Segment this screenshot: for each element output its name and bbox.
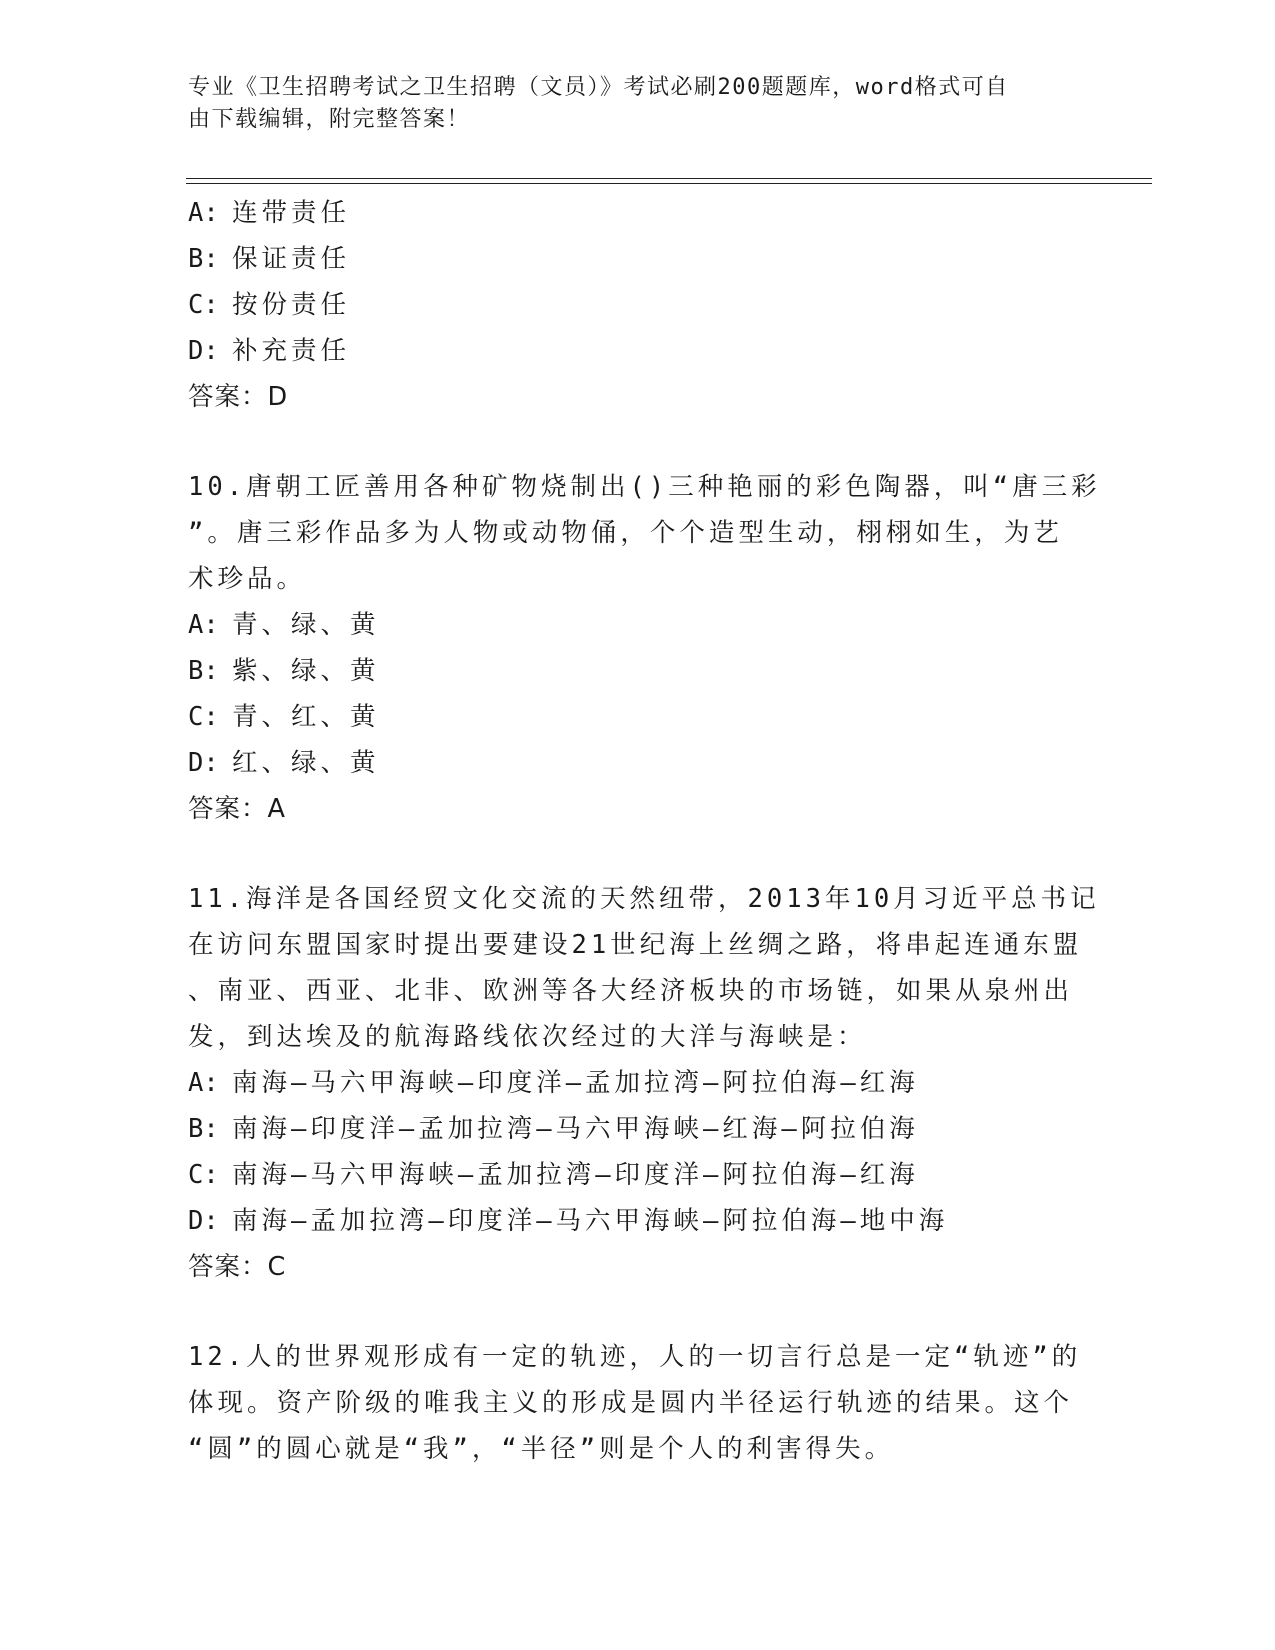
option-b: B: 紫、绿、黄 <box>188 656 380 686</box>
question-10-text-line: 10.唐朝工匠善用各种矿物烧制出()三种艳丽的彩色陶器，叫“唐三彩 <box>188 472 1101 502</box>
option-d: D: 南海—孟加拉湾—印度洋—马六甲海峡—阿拉伯海—地中海 <box>188 1206 949 1236</box>
option-d: D: 补充责任 <box>188 336 351 366</box>
question-11-answer: 答案：C <box>188 1252 287 1282</box>
question-10-text-line: ”。唐三彩作品多为人物或动物俑，个个造型生动，栩栩如生，为艺 <box>188 518 1063 548</box>
question-11-text-line: 11.海洋是各国经贸文化交流的天然纽带，2013年10月习近平总书记 <box>188 884 1100 914</box>
question-12-text-line: “圆”的圆心就是“我”，“半径”则是个人的利害得失。 <box>188 1434 895 1464</box>
question-11-text-line: 在访问东盟国家时提出要建设21世纪海上丝绸之路，将串起连通东盟 <box>188 930 1083 960</box>
question-12-text-line: 12.人的世界观形成有一定的轨迹，人的一切言行总是一定“轨迹”的 <box>188 1342 1082 1372</box>
option-c: C: 按份责任 <box>188 290 351 320</box>
question-10-answer: 答案：A <box>188 794 286 824</box>
question-11 <box>188 876 1100 1290</box>
question-content <box>188 190 1101 1472</box>
spacer <box>188 832 1088 876</box>
question-11-text-line: 发，到达埃及的航海路线依次经过的大洋与海峡是： <box>188 1022 867 1052</box>
option-a: A: 南海—马六甲海峡—印度洋—孟加拉湾—阿拉伯海—红海 <box>188 1068 919 1098</box>
spacer <box>188 1290 1088 1334</box>
question-12-text-line: 体现。资产阶级的唯我主义的形成是圆内半径运行轨迹的结果。这个 <box>188 1388 1074 1418</box>
option-c: C: 青、红、黄 <box>188 702 380 732</box>
document-header <box>188 72 1068 136</box>
option-b: B: 保证责任 <box>188 244 351 274</box>
header-line-1: 专业《卫生招聘考试之卫生招聘（文员）》考试必刷200题题库，word格式可自 <box>188 75 1009 100</box>
question-9-options <box>188 190 1088 420</box>
question-10-text-line: 术珍品。 <box>188 564 307 594</box>
header-line-2: 由下载编辑，附完整答案！ <box>188 107 471 132</box>
option-a: A: 青、绿、黄 <box>188 610 380 640</box>
question-11-text-line: 、南亚、西亚、北非、欧洲等各大经济板块的市场链，如果从泉州出 <box>188 976 1074 1006</box>
header-divider-top <box>186 178 1152 179</box>
header-divider-bottom <box>186 183 1152 184</box>
option-c: C: 南海—马六甲海峡—孟加拉湾—印度洋—阿拉伯海—红海 <box>188 1160 919 1190</box>
spacer <box>188 420 1088 464</box>
option-d: D: 红、绿、黄 <box>188 748 380 778</box>
option-b: B: 南海—印度洋—孟加拉湾—马六甲海峡—红海—阿拉伯海 <box>188 1114 919 1144</box>
question-10 <box>188 464 1101 832</box>
question-9-answer: 答案：D <box>188 382 289 412</box>
option-a: A: 连带责任 <box>188 198 351 228</box>
question-12 <box>188 1334 1088 1472</box>
